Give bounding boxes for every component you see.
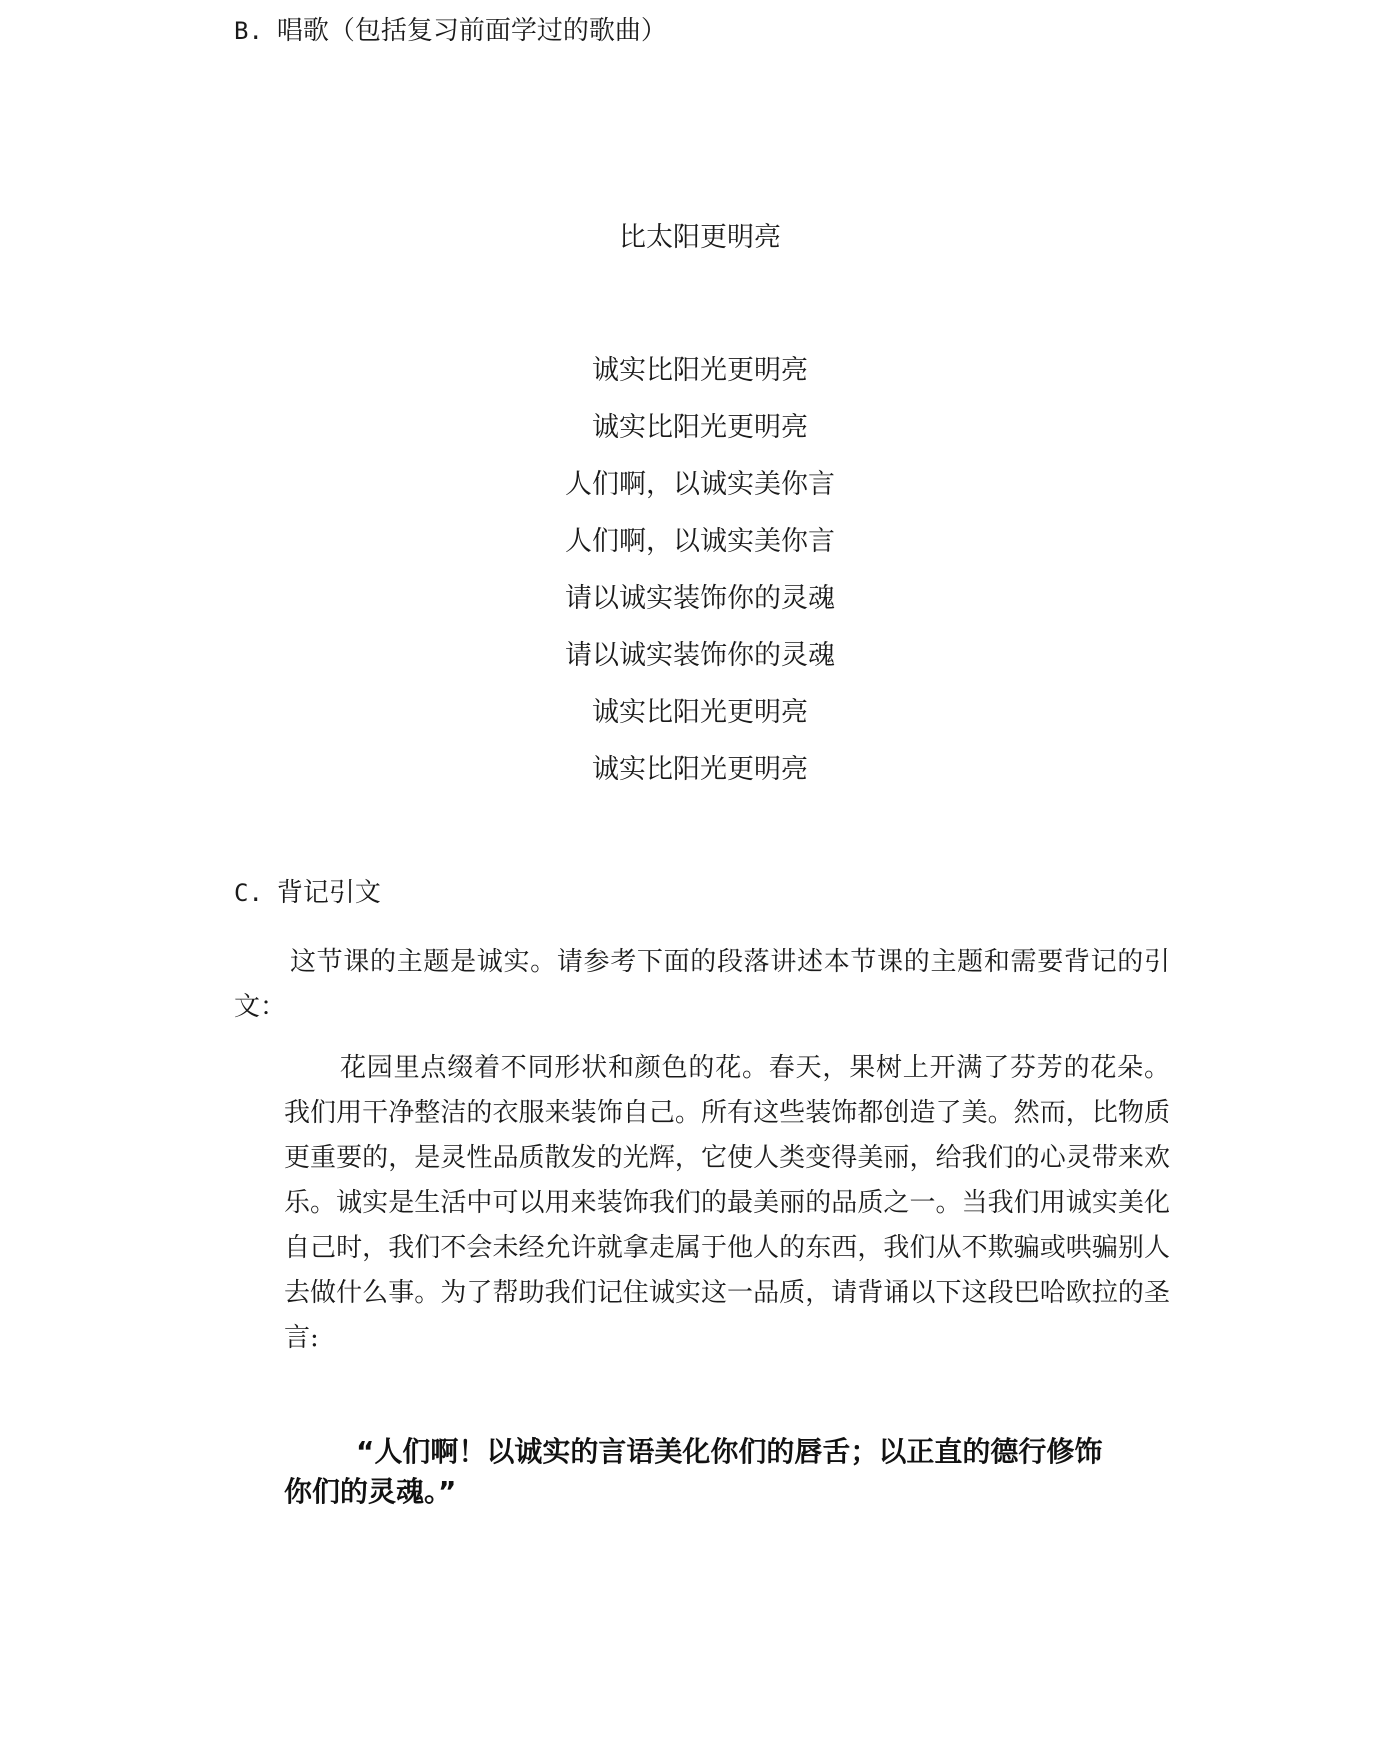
lyric-line: 人们啊，以诚实美你言 [565,526,835,557]
song-lyrics [0,342,1400,798]
section-b-marker: B. [234,17,263,45]
section-c-intro: 这节课的主题是诚实。请参考下面的段落讲述本节课的主题和需要背记的引文： [234,947,1170,1022]
memorization-quote: “人们啊！以诚实的言语美化你们的唇舌；以正直的德行修饰你们的灵魂。” [284,1435,1103,1508]
lyric-line: 人们啊，以诚实美你言 [565,469,835,500]
lyric-line: 请以诚实装饰你的灵魂 [565,640,835,671]
song-title: 比太阳更明亮 [619,222,781,253]
section-b-heading [234,14,667,48]
lyric-line: 诚实比阳光更明亮 [592,697,808,728]
lyric-line: 请以诚实装饰你的灵魂 [565,583,835,614]
lyric-line: 诚实比阳光更明亮 [592,412,808,443]
section-c-title: 背记引文 [276,878,381,908]
section-c-heading [234,876,381,910]
honesty-passage: 花园里点缀着不同形状和颜色的花。春天，果树上开满了芬芳的花朵。我们用干净整洁的衣服来装饰自己。所有这些装饰都创造了美。然而，比物质更重要的，是灵性品质散发的光辉，它使人类变得美丽，给我们的心灵带来欢乐。诚实是生活中可以用来装饰我们的最美丽的品质之一。当我们用诚实美化自己时，我们不会未经允许就拿走属于他人的东西，我们从不欺骗或哄骗别人去做什么事。为了帮助我们记住诚实这一品质，请背诵以下这段巴哈欧拉的圣言: [284,1053,1170,1353]
section-c-marker: C. [234,879,263,907]
section-b-title: 唱歌（包括复习前面学过的歌曲） [276,16,667,46]
lyric-line: 诚实比阳光更明亮 [592,355,808,386]
lyric-line: 诚实比阳光更明亮 [592,754,808,785]
